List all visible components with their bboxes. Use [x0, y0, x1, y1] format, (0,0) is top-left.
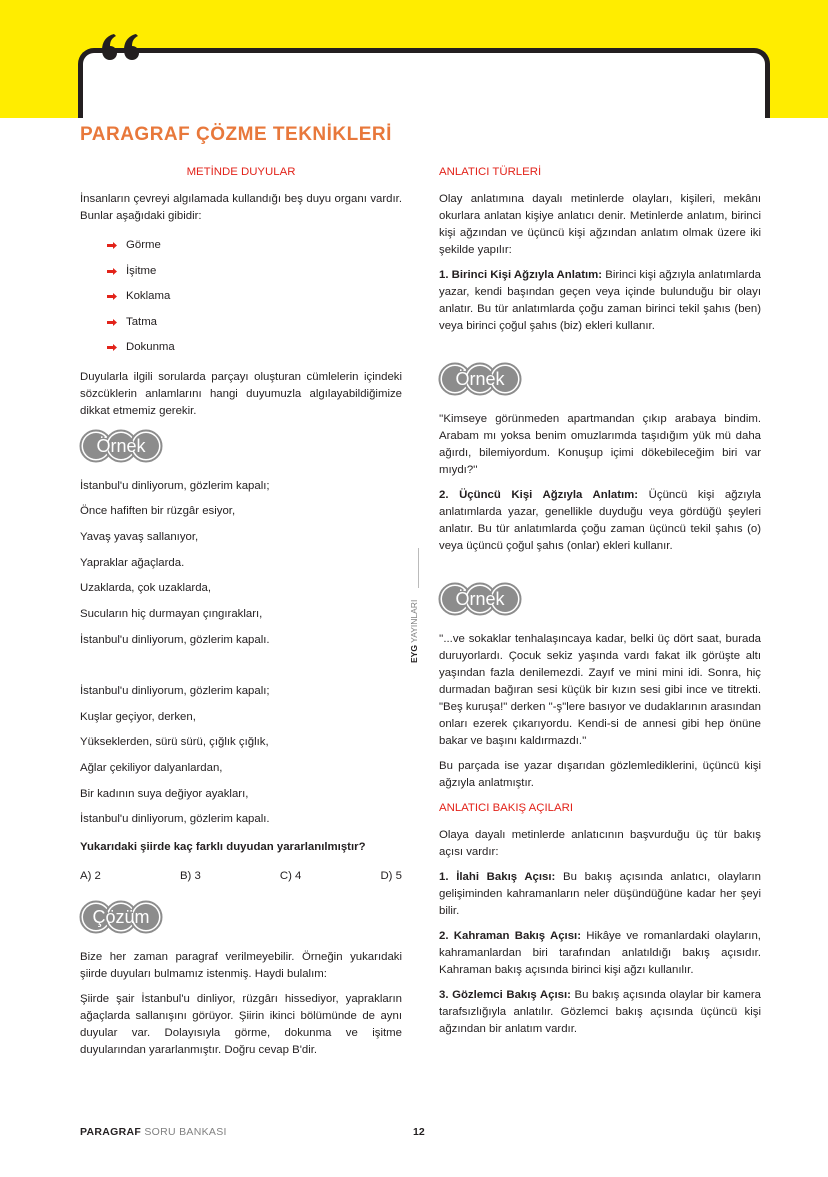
first-person-title: 1. Birinci Kişi Ağzıyla Anlatım: [439, 269, 603, 281]
senses-intro: İnsanların çevreyi algılamada kullandığı beş duyu organı vardır. Bunlar aşağıdaki gibidir: [80, 193, 402, 222]
senses-note: Duyularla ilgili sorularda parçayı oluşturan cümlelerin içindeki sözcüklerin anlamlarını hangi duyumuzla algılayabildiğimize dikkat etmemiz gerekir. [80, 370, 402, 417]
side-divider [418, 548, 419, 588]
page-number: 12 [413, 1126, 425, 1138]
senses-list [107, 233, 402, 361]
solution-badge-label: Çözüm [92, 907, 150, 928]
example-quote-2: ''...ve sokaklar tenhalaşıncaya kadar, belki üç dört saat, burada duruyorlardı. Çocuk sekiz yaşında vardı fakat ilk görüşte altı yaşından fazla denilemezdi. Zayıf ve mini mini idi. Sonra, hiç durmadan bağıran sesi küçük bir kızın sesi gibi ince ve titrekti. "Beş kuruşa!" derken "-ş"lere basıyor ve dudaklarının arasından onları ezerek çıkarıyordu. Kendi-si de annesi gibi hep önüne bakar ve başını kaldırmazdı.'' [439, 633, 761, 747]
pov-protagonist-title: 2. Kahraman Bakış Açısı: [439, 930, 581, 942]
footer-book-title [80, 1126, 227, 1138]
list-item [107, 259, 402, 285]
page-title: PARAGRAF ÇÖZME TEKNİKLERİ [80, 124, 392, 145]
example-badge-shape [437, 361, 523, 397]
poem-line: Ağlar çekiliyor dalyanlardan, [80, 762, 223, 775]
pov-protagonist-text: Hikâye ve romanlardaki olayların, kahramanlardan biri tarafından anlatıldığı bakış açısıdır. Kahraman bakış açısında birinci kişi ağzı kullanılır. [439, 930, 761, 976]
pov-omniscient-text: Bu bakış açısında anlatıcı, olayların gelişiminden kahramanların neler düşündüğüne kadar her şeyi bilir. [439, 871, 761, 917]
senses-heading: METİNDE DUYULAR [186, 166, 296, 178]
svg-text:EYG YAYINLARI [409, 600, 419, 663]
poem-line: Uzaklarda, çok uzaklarda, [80, 582, 212, 595]
poem-line: Bir kadının suya değiyor ayakları, [80, 787, 249, 800]
third-person-title: 2. Üçüncü Kişi Ağzıyla Anlatım: [439, 489, 639, 501]
arrow-bullet-icon [107, 319, 117, 326]
third-person-text: Üçüncü kişi ağzıyla anlatımlarda yazar, genellikle duyduğu veya gördüğü şeyleri anlatır. Bu tür anlatımlarda çoğu zaman üçüncü tekil şahıs (o) veya üçüncü çoğul şahıs (onlar) ekleri kullanır. [439, 489, 761, 552]
solution-text-2: Şiirde şair İstanbul'u dinliyor, rüzgârı hissediyor, yaprakların ağaçlarda sallanışını görüyor. Şiirin ikinci bölümünde de aynı duyular var. Dolayısıyla görme, dokunma ve işitme duyularından yararlanmıştır. Doğru cevap B'dir. [80, 993, 402, 1057]
example-badge-label: Örnek [96, 435, 146, 456]
example-2-note: Bu parçada ise yazar dışarıdan gözlemlediklerini, üçüncü kişi ağzıyla anlatmıştır. [439, 760, 761, 789]
example-quote-1: ''Kimseye görünmeden apartmandan çıkıp arabaya bindim. Arabam mı yoksa benim omuzlarımda taşıdığım yük mü daha ağırdı, bilemiyordum. Konuşup içimi dökebileceğim biri var mıydı?'' [439, 413, 761, 476]
sense-label: Tatma [126, 315, 158, 328]
pov-observer-text: Bu bakış açısında olaylar bir kamera tarafsızlığıyla anlatılır. Gözlemci bakış açısında üçüncü kişi ağzından bir anlatım vardır. [439, 989, 761, 1035]
example-badge-label: Örnek [455, 369, 505, 389]
side-label-bold: EYG [409, 645, 419, 663]
example-badge-shape [437, 581, 523, 617]
answer-options [80, 868, 402, 885]
sense-label: Koklama [126, 290, 171, 303]
point-of-view-heading: ANLATICI BAKIŞ AÇILARI [439, 802, 573, 814]
answer-option: A) 2 [80, 870, 101, 883]
poem-line: Önce hafiften bir rüzgâr esiyor, [80, 505, 236, 518]
poem-line: İstanbul'u dinliyorum, gözlerim kapalı. [80, 813, 270, 826]
narrator-intro: Olay anlatımına dayalı metinlerde olayları, kişileri, mekânı okurlara anlatan kişiye anlatıcı denir. Metinlerde anlatım, birinci kişi ağzından ve üçüncü kişi ağzından anlatım olmak üzere iki şekilde yapılır: [439, 193, 761, 256]
solution-badge-shape [78, 899, 164, 935]
poem-line: İstanbul'u dinliyorum, gözlerim kapalı; [80, 479, 270, 492]
example-badge [437, 361, 761, 397]
pov-omniscient-title: 1. İlahi Bakış Açısı: [439, 871, 556, 883]
side-label-light: YAYINLARI [409, 599, 419, 646]
solution-badge [78, 899, 402, 935]
pov-observer [439, 987, 761, 1038]
footer-title-bold: PARAGRAF [80, 1126, 142, 1138]
poem [80, 478, 402, 838]
answer-option: C) 4 [279, 870, 302, 883]
first-person-text: Birinci kişi ağzıyla anlatımlarda yazar, kendi başından geçen veya içinde bulunduğu bir olayı anlatır. Bu tür anlatımlarda çoğu zaman birinci tekil şahıs (ben) veya birinci çoğul şahıs (biz) ekleri kullanır. [439, 269, 761, 332]
sense-label: İşitme [126, 264, 157, 277]
arrow-bullet-icon [107, 268, 117, 275]
example-badge-shape [78, 428, 164, 464]
arrow-bullet-icon [107, 344, 117, 351]
answer-option: B) 3 [179, 870, 201, 883]
poem-line: İstanbul'u dinliyorum, gözlerim kapalı; [80, 685, 270, 697]
list-item [107, 310, 402, 336]
solution-text-1: Bize her zaman paragraf verilmeyebilir. Örneğin yukarıdaki şiirde duyuları bulmamız istenmiş. Haydi bulalım: [80, 951, 402, 981]
answer-option: D) 5 [380, 870, 402, 883]
arrow-bullet-icon [107, 293, 117, 300]
list-item [107, 335, 402, 361]
poem-line: Yapraklar ağaçlarda. [80, 556, 185, 569]
pov-protagonist [439, 928, 761, 979]
publisher-side-label [408, 598, 420, 663]
quote-mark-icon [100, 30, 144, 64]
stanza-gap [80, 657, 402, 683]
poem-line: Sucuların hiç durmayan çıngırakları, [80, 607, 263, 620]
example-badge [437, 581, 761, 617]
question: Yukarıdaki şiirde kaç farklı duyudan yararlanılmıştır? [80, 841, 366, 854]
poem-line: Kuşlar geçiyor, derken, [80, 710, 196, 723]
first-person-paragraph [439, 267, 761, 335]
right-column [439, 164, 761, 1046]
point-of-view-intro: Olaya dayalı metinlerde anlatıcının başvurduğu üç tür bakış açısı vardır: [439, 829, 761, 858]
left-column [80, 164, 402, 1067]
poem-line: Yavaş yavaş sallanıyor, [80, 530, 199, 543]
poem-line: İstanbul'u dinliyorum, gözlerim kapalı. [80, 633, 270, 646]
list-item [107, 233, 402, 259]
narrator-types-heading: ANLATICI TÜRLERİ [439, 166, 542, 178]
list-item [107, 284, 402, 310]
pov-observer-title: 3. Gözlemci Bakış Açısı: [439, 989, 571, 1001]
sense-label: Görme [126, 239, 161, 252]
pov-omniscient [439, 869, 761, 920]
example-badge-label: Örnek [455, 589, 505, 609]
poem-line: Yükseklerden, sürü sürü, çığlık çığlık, [80, 736, 269, 749]
example-badge [78, 428, 402, 464]
sense-label: Dokunma [126, 341, 175, 354]
arrow-bullet-icon [107, 242, 117, 249]
third-person-paragraph [439, 487, 761, 555]
footer-title-light: SORU BANKASI [141, 1126, 227, 1138]
